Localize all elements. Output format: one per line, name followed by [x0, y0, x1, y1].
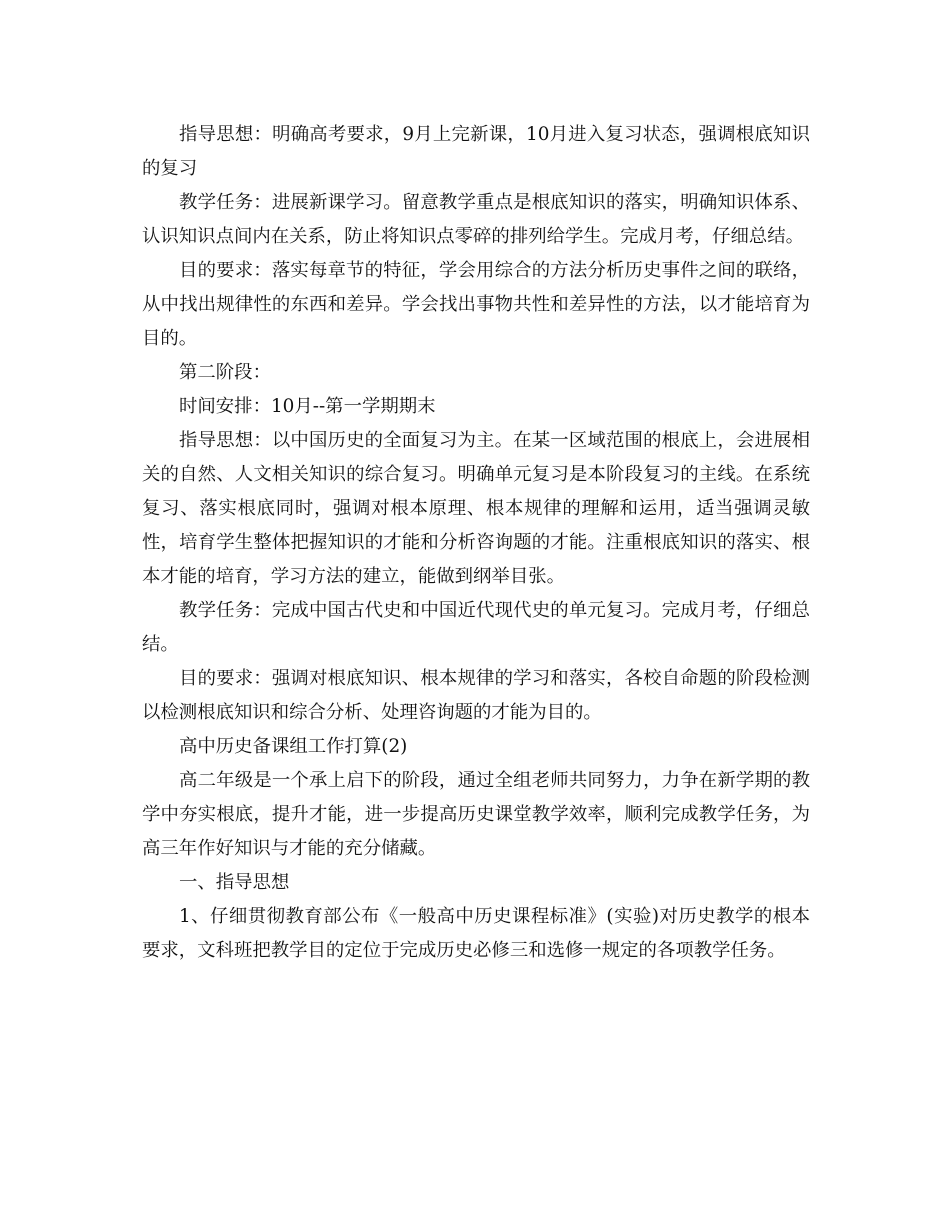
document-subtitle: 高中历史备课组工作打算(2) [179, 736, 408, 757]
document-body [142, 118, 810, 968]
paragraph-guiding-idea-2: 指导思想：以中国历史的全面复习为主。在某一区域范围的根底上，会进展相关的自然、人文相关知识的综合复习。明确单元复习是本阶段复习的主线。在系统复习、落实根底同时，强调对根本原理、根本规律的理解和运用，适当强调灵敏性，培育学生整体把握知识的才能和分析咨询题的才能。注重根底知识的落实、根本才能的培育，学习方法的建立，能做到纲举目张。 [142, 430, 810, 587]
paragraph-teaching-task-1: 教学任务：进展新课学习。留意教学重点是根底知识的落实，明确知识体系、认识知识点间内在关系，防止将知识点零碎的排列给学生。完成月考，仔细总结。 [142, 192, 810, 247]
section-heading-guiding-idea: 一、指导思想 [179, 872, 290, 893]
paragraph-teaching-task-2: 教学任务：完成中国古代史和中国近代现代史的单元复习。完成月考，仔细总结。 [142, 600, 810, 655]
paragraph-item-1: 1、仔细贯彻教育部公布《一般高中历史课程标准》(实验)对历史教学的根本要求，文科班把教学目的定位于完成历史必修三和选修一规定的各项教学任务。 [142, 906, 810, 961]
paragraph-guiding-idea-1: 指导思想：明确高考要求，9月上完新课，10月进入复习状态，强调根底知识的复习 [142, 124, 810, 179]
section-heading-stage-two: 第二阶段： [179, 362, 271, 383]
paragraph-intro-grade-two: 高二年级是一个承上启下的阶段，通过全组老师共同努力，力争在新学期的教学中夯实根底，提升才能，进一步提高历史课堂教学效率，顺利完成教学任务，为高三年作好知识与才能的充分储藏。 [142, 770, 810, 859]
paragraph-objective-1: 目的要求：落实每章节的特征，学会用综合的方法分析历史事件之间的联络，从中找出规律性的东西和差异。学会找出事物共性和差异性的方法，以才能培育为目的。 [142, 260, 810, 349]
paragraph-schedule: 时间安排：10月--第一学期期末 [179, 396, 436, 417]
paragraph-objective-2: 目的要求：强调对根底知识、根本规律的学习和落实，各校自命题的阶段检测以检测根底知识和综合分析、处理咨询题的才能为目的。 [142, 668, 810, 723]
